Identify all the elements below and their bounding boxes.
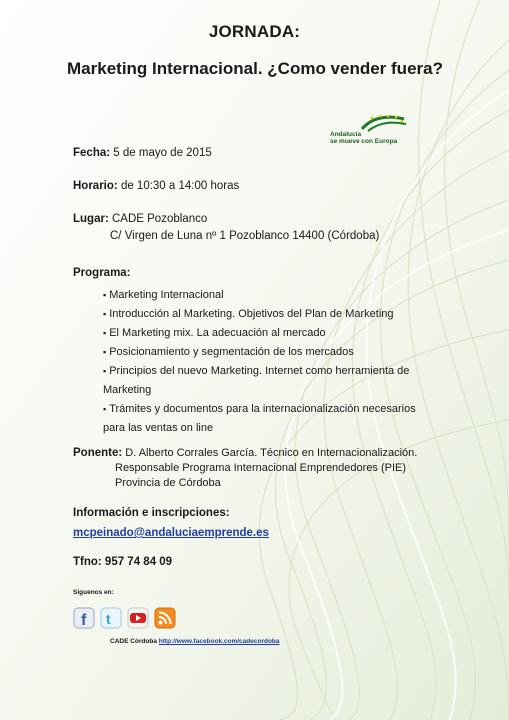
programa-label: [73, 267, 131, 279]
bullet-icon: ▪: [103, 366, 107, 376]
bullet-icon: ▪: [103, 290, 107, 300]
horario-row: [73, 180, 239, 192]
ponente-block: [73, 446, 433, 491]
lugar-value: CADE Pozoblanco: [111, 213, 208, 225]
bullet-icon: ▪: [103, 404, 107, 414]
bullet-icon: ▪: [103, 328, 107, 338]
ponente-label: Ponente:: [73, 447, 123, 459]
horario-label: Horario:: [73, 180, 118, 192]
fecha-label: Fecha:: [73, 147, 111, 159]
logo-text-line1: Andalucía: [330, 131, 362, 138]
svg-text:t: t: [106, 611, 111, 627]
horario-value: de 10:30 a 14:00 horas: [120, 180, 240, 192]
list-item: [103, 324, 433, 343]
facebook-footer: [110, 638, 280, 645]
list-item: [103, 362, 433, 400]
info-label-row: [73, 507, 230, 519]
list-item-text: Posicionamiento y segmentación de los mercados: [109, 346, 354, 358]
footer-label: CADE Córdoba: [110, 638, 157, 645]
list-item: [103, 343, 433, 362]
list-item-text: El Marketing mix. La adecuación al mercado: [109, 327, 326, 339]
lugar-row: [73, 213, 207, 225]
ponente-line2: Responsable Programa Internacional Emprendedores (PIE) Provincia de Córdoba: [115, 462, 407, 489]
list-item-text: Introducción al Marketing. Objetivos del Plan de Marketing: [109, 308, 394, 320]
email-link[interactable]: mcpeinado@andaluciaemprende.es: [73, 527, 269, 539]
list-item-text: Principios del nuevo Marketing. Internet como herramienta de Marketing: [103, 365, 410, 396]
fecha-row: [73, 147, 212, 159]
list-item: [103, 305, 433, 324]
logo-text-line2: se mueve con Europa: [330, 138, 398, 145]
telefono-row: [73, 556, 172, 568]
telefono-text: Tfno: 957 74 84 09: [73, 556, 173, 568]
facebook-page-link[interactable]: http://www.facebook.com/cadecordoba: [158, 638, 280, 645]
bullet-icon: ▪: [103, 309, 107, 319]
twitter-icon[interactable]: [100, 607, 122, 629]
lugar-address: C/ Virgen de Luna nº 1 Pozoblanco 14400 (Córdoba): [110, 230, 380, 242]
rss-icon[interactable]: [154, 607, 176, 629]
fecha-value: 5 de mayo de 2015: [113, 147, 212, 159]
programa-list: [103, 286, 433, 438]
bullet-icon: ▪: [103, 347, 107, 357]
andalucia-europa-logo: [330, 113, 415, 149]
svg-text:f: f: [81, 612, 87, 629]
event-title: Marketing Internacional. ¿Como vender fuera?: [67, 59, 443, 78]
programa-label-text: Programa:: [73, 267, 131, 279]
list-item: [103, 400, 433, 438]
facebook-icon[interactable]: [73, 607, 95, 629]
ponente-line1: D. Alberto Corrales García. Técnico en Internacionalización.: [125, 447, 418, 459]
lugar-label: Lugar:: [73, 213, 109, 225]
list-item-text: Trámites y documentos para la internacionalización necesarios para las ventas on line: [103, 403, 416, 434]
info-label: Información e inscripciones:: [73, 507, 230, 519]
youtube-icon[interactable]: [127, 607, 149, 629]
list-item-text: Marketing Internacional: [109, 289, 224, 301]
list-item: [103, 286, 433, 305]
andalucia-logo-icon: [360, 113, 410, 133]
social-label: Síguenos en:: [73, 589, 114, 596]
event-type-title: JORNADA:: [208, 22, 301, 41]
